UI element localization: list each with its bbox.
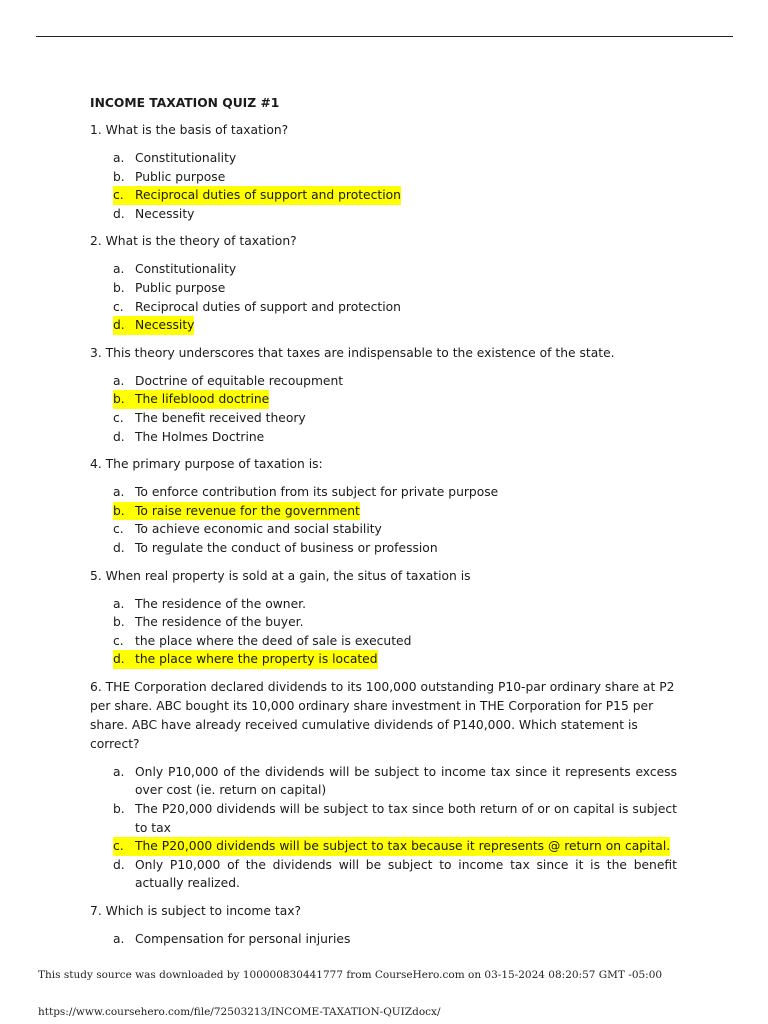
option-letter: c. (113, 837, 135, 856)
answer-option (90, 205, 677, 224)
answer-option (90, 372, 677, 391)
option-list (90, 260, 677, 334)
option-text: Public purpose (135, 280, 226, 295)
option-text: Public purpose (135, 169, 226, 184)
option-text: Constitutionality (135, 262, 237, 277)
highlighted-answer-option (90, 650, 677, 669)
answer-option (90, 856, 677, 893)
question-3: 3. This theory underscores that taxes are indispensable to the existence of the state. (90, 345, 615, 360)
option-letter: b. (113, 280, 125, 295)
option-letter: d. (113, 540, 125, 555)
answer-option (90, 595, 677, 614)
answer-option (90, 613, 677, 632)
highlighted-answer-option (90, 186, 677, 205)
answer-option (90, 632, 677, 651)
option-letter: c. (113, 522, 124, 537)
option-text: The lifeblood doctrine (135, 390, 269, 409)
option-letter: b. (113, 802, 125, 817)
answer-option (90, 520, 677, 539)
highlighted-answer-option (90, 837, 677, 856)
option-letter: b. (113, 390, 135, 409)
option-text: Only P10,000 of the dividends will be subject to income tax since it is the benefit actually realized. (135, 857, 677, 891)
question-7: 7. Which is subject to income tax? (90, 904, 302, 919)
option-text: the place where the deed of sale is executed (135, 633, 412, 648)
option-text: Necessity (135, 206, 195, 221)
question-list (90, 121, 677, 949)
option-letter: d. (113, 857, 125, 872)
option-text: The residence of the owner. (135, 596, 306, 611)
answer-option (90, 298, 677, 317)
answer-option (90, 483, 677, 502)
question-2: 2. What is the theory of taxation? (90, 234, 297, 249)
download-note: This study source was downloaded by 100000830441777 from CourseHero.com on 03-15-2024 08:20:57 GMT -05:00 (38, 969, 663, 981)
option-text: Reciprocal duties of support and protection (135, 299, 401, 314)
option-letter: a. (113, 764, 125, 779)
option-list (90, 595, 677, 669)
question-6: 6. THE Corporation declared dividends to its 100,000 outstanding P10-par ordinary share at P2 per share. ABC bought its 10,000 ordinary share investment in THE Corporation for P15 per share. ABC have already received cumulative dividends of P140,000. Which statement is correct? (90, 679, 675, 751)
answer-option (90, 930, 677, 949)
question-1: 1. What is the basis of taxation? (90, 123, 289, 137)
option-letter: b. (113, 169, 125, 184)
highlighted-answer-option (90, 316, 677, 335)
source-url[interactable]: https://www.coursehero.com/file/72503213/INCOME-TAXATION-QUIZdocx/ (38, 1006, 441, 1018)
option-letter: a. (113, 151, 125, 165)
option-letter: d. (113, 206, 125, 221)
answer-option (90, 800, 677, 837)
option-text: To raise revenue for the government (135, 502, 360, 521)
option-letter: a. (113, 262, 125, 277)
answer-option (90, 539, 677, 558)
option-list (90, 763, 677, 893)
header-rule (36, 36, 733, 37)
option-letter: a. (113, 485, 125, 500)
option-letter: b. (113, 502, 135, 521)
option-text: Compensation for personal injuries (135, 932, 351, 947)
option-letter: c. (113, 410, 124, 425)
option-text: To regulate the conduct of business or profession (135, 540, 438, 555)
question-4: 4. The primary purpose of taxation is: (90, 457, 323, 472)
answer-option (90, 168, 677, 187)
option-list (90, 930, 677, 949)
question-5: 5. When real property is sold at a gain, the situs of taxation is (90, 568, 471, 583)
document-body (90, 94, 677, 958)
option-letter: a. (113, 932, 125, 947)
option-text: Reciprocal duties of support and protection (135, 186, 401, 205)
answer-option (90, 260, 677, 279)
option-letter: c. (113, 299, 124, 314)
option-letter: d. (113, 429, 125, 444)
option-text: Necessity (135, 316, 194, 335)
option-text: To achieve economic and social stability (135, 522, 382, 537)
option-text: The benefit received theory (135, 410, 306, 425)
option-text: Constitutionality (135, 151, 237, 165)
answer-option (90, 149, 677, 168)
option-text: the place where the property is located (135, 650, 378, 669)
option-letter: a. (113, 596, 125, 611)
option-list (90, 483, 677, 557)
answer-option (90, 763, 677, 800)
option-text: The P20,000 dividends will be subject to tax because it represents @ return on capital. (135, 837, 670, 856)
option-letter: c. (113, 633, 124, 648)
option-list (90, 149, 677, 223)
document-title: INCOME TAXATION QUIZ #1 (90, 96, 280, 110)
option-letter: c. (113, 186, 135, 205)
option-letter: d. (113, 650, 135, 669)
option-letter: d. (113, 316, 135, 335)
option-text: The Holmes Doctrine (135, 429, 265, 444)
answer-option (90, 409, 677, 428)
highlighted-answer-option (90, 390, 677, 409)
option-text: Doctrine of equitable recoupment (135, 373, 344, 388)
highlighted-answer-option (90, 502, 677, 521)
answer-option (90, 428, 677, 447)
option-list (90, 372, 677, 446)
option-text: The residence of the buyer. (135, 615, 304, 630)
answer-option (90, 279, 677, 298)
option-letter: a. (113, 373, 125, 388)
option-text: The P20,000 dividends will be subject to tax since both return of or on capital is subject to tax (135, 802, 677, 835)
option-text: To enforce contribution from its subject for private purpose (135, 485, 499, 500)
option-text: Only P10,000 of the dividends will be subject to income tax since it represents excess over cost (ie. return on capital) (135, 764, 677, 798)
option-letter: b. (113, 615, 125, 630)
